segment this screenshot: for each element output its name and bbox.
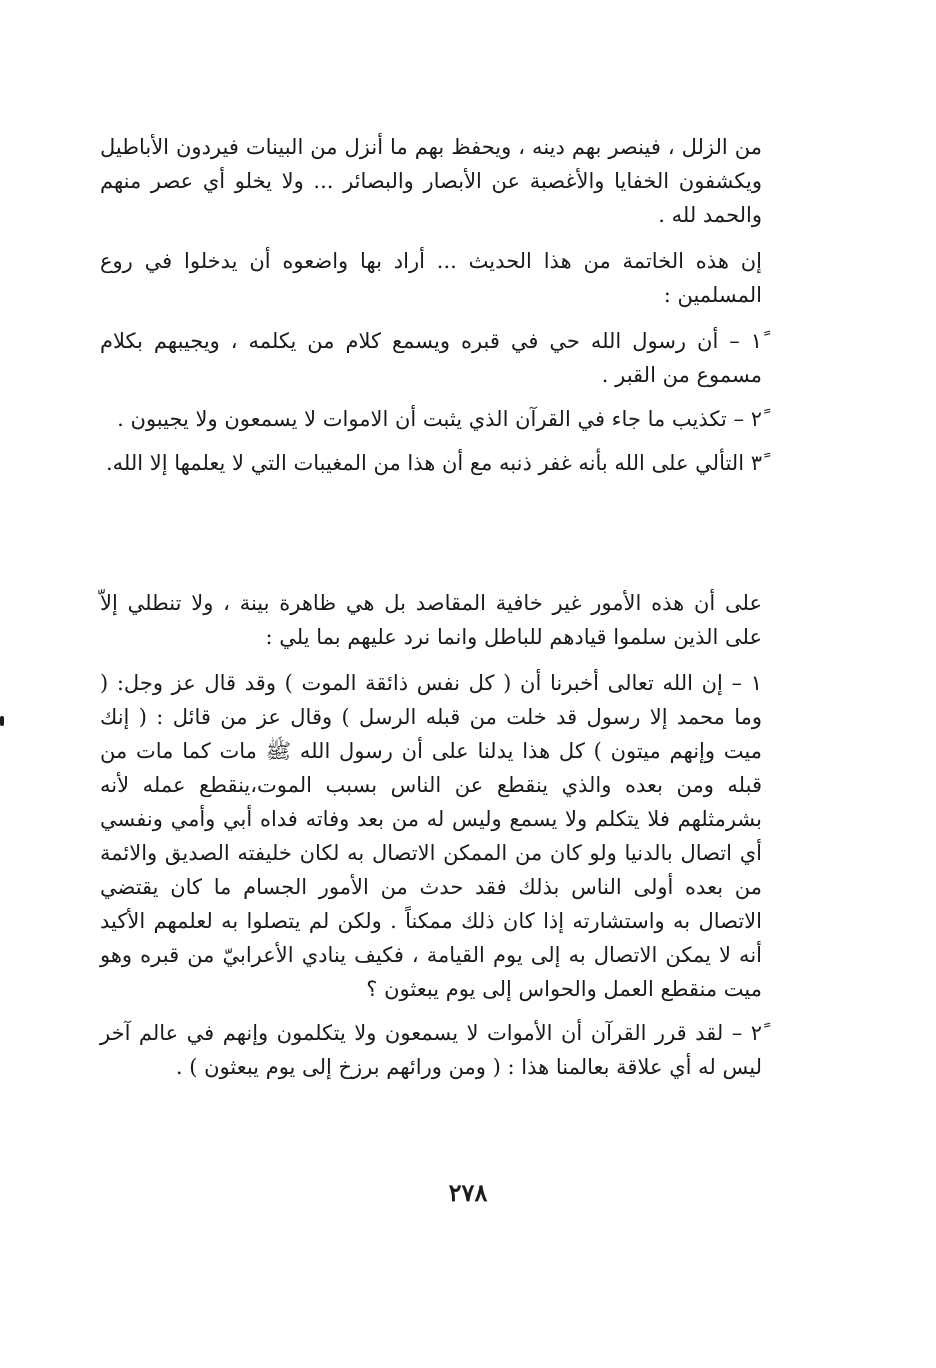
list-item: ١ً – أن رسول الله حي في قبره ويسمع كلام من يكلمه ، ويجيبهم بكلام مسموع من القبر . — [100, 329, 762, 387]
margin-mark — [0, 716, 4, 726]
list-item: ١ – إن الله تعالى أخبرنا أن ( كل نفس ذائقة الموت ) وقد قال عز وجل: ( وما محمد إلا رسول قد خلت من قبله الرسل ) وقال عز من قائل : ( إنك ميت وإنهم ميتون ) كل هذا يدلنا على أن رسول الله ﷺ مات كما مات من قبله ومن بعده والذي ينقطع عن الناس بسبب الموت،ينقطع عمله لأنه بشرمثلهم فلا يتكلم ولا يسمع وليس له من بعد وفاته فداه أبي وأمي ونفسي أي اتصال بالدنيا ولو كان من الممكن الاتصال به لكان خليفته الصديق والائمة من بعده أولى الناس بذلك فقد حدث من الأمور الجسام ما كان يقتضي الاتصال به واستشارته إذا كان ذلك ممكناً . ولكن لم يتصلوا به لعلمهم الأكيد أنه لا يمكن الاتصال به إلى يوم القيامة ، فكيف ينادي الأعرابيّ من قبره وهو ميت منقطع العمل والحواس إلى يوم يبعثون ؟ — [100, 671, 762, 1001]
paragraph: إن هذه الخاتمة من هذا الحديث ... أراد بها واضعوه أن يدخلوا في روع المسلمين : — [100, 249, 762, 307]
text-section-1 — [100, 130, 762, 490]
list-item: ٢ً – تكذيب ما جاء في القرآن الذي يثبت أن الاموات لا يسمعون ولا يجيبون . — [117, 407, 762, 431]
paragraph: من الزلل ، فينصر بهم دينه ، ويحفظ بهم ما أنزل من البينات فيردون الأباطيل ويكشفون الخفايا والأغصبة عن الأبصار والبصائر ... ولا يخلو أي عصر منهم والحمد لله . — [100, 135, 762, 227]
list-item: ٣ً التألي على الله بأنه غفر ذنبه مع أن هذا من المغيبات التي لا يعلمها إلا الله. — [105, 451, 762, 475]
list-item: ٢ً – لقد قرر القرآن أن الأموات لا يسمعون ولا يتكلمون وإنهم في عالم آخر ليس له أي علاقة بعالمنا هذا : ( ومن ورائهم برزخ إلى يوم يبعثون ) . — [100, 1021, 762, 1079]
text-section-2 — [100, 586, 762, 1094]
page-number: ٢٧٨ — [448, 1178, 488, 1207]
paragraph: على أن هذه الأمور غير خافية المقاصد بل هي ظاهرة بينة ، ولا تنطلي إلاّ على الذين سلموا قيادهم للباطل وانما نرد عليهم بما يلي : — [100, 591, 762, 649]
